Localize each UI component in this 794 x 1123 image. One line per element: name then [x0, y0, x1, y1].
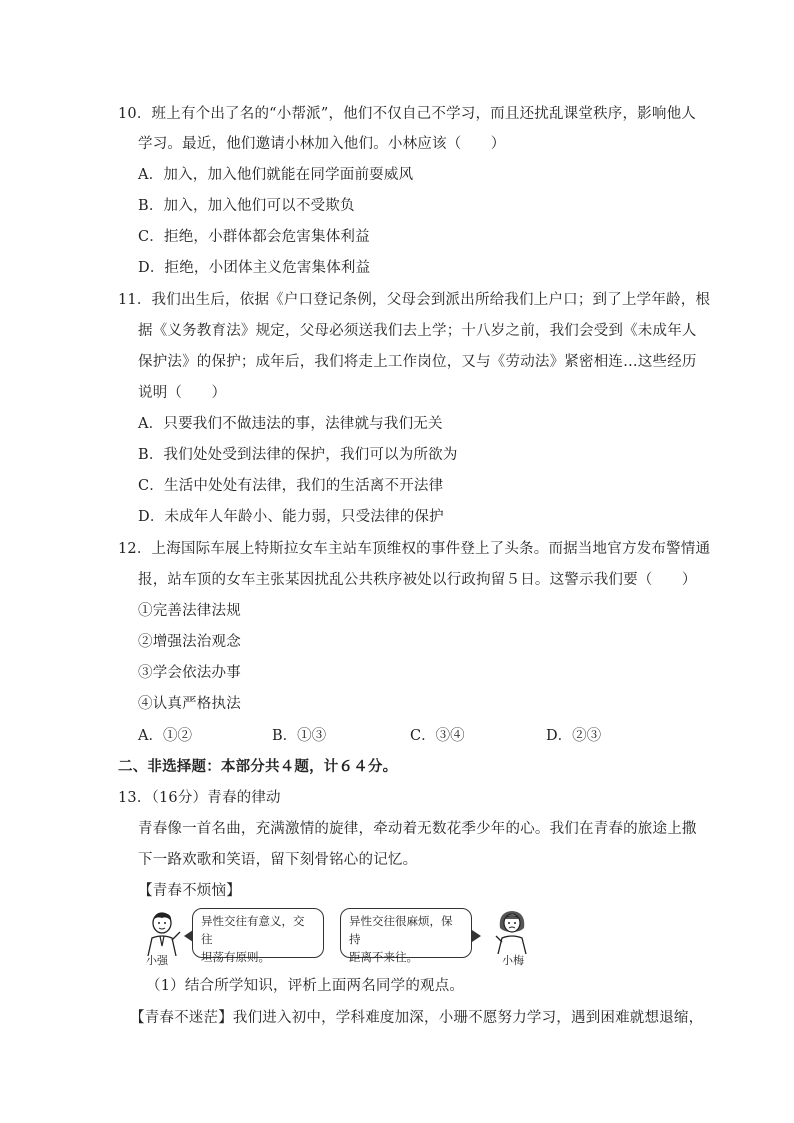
- q13-question1: （1）结合所学知识，评析上面两名同学的观点。: [146, 978, 465, 994]
- q10-option-a: A．加入，加入他们就能在同学面前耍威风: [138, 167, 414, 183]
- right-bubble-tail: [472, 930, 481, 942]
- speech-bubble-right-line2: 距离不来往。: [349, 950, 418, 964]
- q10-option-b: B．加入，加入他们可以不受欺负: [138, 198, 355, 214]
- q13-sub1-heading: 【青春不烦恼】: [138, 883, 241, 899]
- q12-option-c: C．③④: [410, 728, 465, 744]
- speech-bubble-left-line1: 异性交往有意义，交往: [201, 914, 305, 946]
- q10-stem-line2: 学习。最近，他们邀请小林加入他们。小林应该（ ）: [138, 136, 506, 152]
- q11-option-d: D．未成年人年龄小、能力弱，只受法律的保护: [138, 509, 444, 525]
- q12-stem-line1: 12．上海国际车展上特斯拉女车主站车顶维权的事件登上了头条。而据当地官方发布警情通: [118, 541, 711, 557]
- girl-figure-icon: [490, 908, 534, 954]
- q12-option-b: B．①③: [272, 728, 327, 744]
- q12-stem-line2: 报，站车顶的女车主张某因扰乱公共秩序被处以行政拘留５日。这警示我们要（ ）: [138, 572, 697, 588]
- speech-bubble-left-line2: 坦荡有原则。: [201, 950, 270, 964]
- q13-intro-line1: 青春像一首名曲，充满激情的旋律，牵动着无数花季少年的心。我们在青春的旅途上撒: [138, 821, 697, 837]
- q10-option-d: D．拒绝，小团体主义危害集体利益: [138, 260, 371, 276]
- q11-option-c: C．生活中处处有法律，我们的生活离不开法律: [138, 478, 444, 494]
- q10-stem-line1: 10．班上有个出了名的“小帮派”，他们不仅自己不学习，而且还扰乱课堂秩序，影响他人: [118, 106, 696, 122]
- speech-bubble-right: [340, 908, 472, 964]
- q11-option-b: B．我们处处受到法律的保护，我们可以为所欲为: [138, 447, 458, 463]
- q11-option-a: A．只要我们不做违法的事，法律就与我们无关: [138, 416, 443, 432]
- q10-option-c: C．拒绝，小群体都会危害集体利益: [138, 229, 370, 245]
- q13-title: 13．（16分）青春的律动: [118, 790, 281, 806]
- q11-stem-line4: 说明（ ）: [138, 385, 227, 401]
- q12-item-4: ④认真严格执法: [138, 696, 241, 712]
- girl-name-label: 小梅: [502, 954, 524, 967]
- boy-figure-icon: [140, 910, 184, 956]
- speech-bubble-left: [192, 908, 324, 964]
- q11-stem-line3: 保护法》的保护；成年后，我们将走上工作岗位，又与《劳动法》紧密相连…这些经历: [138, 354, 697, 370]
- q11-stem-line2: 据《义务教育法》规定，父母必须送我们去上学；十八岁之前，我们会受到《未成年人: [138, 323, 697, 339]
- q12-item-3: ③学会依法办事: [138, 665, 241, 681]
- q12-item-1: ①完善法律法规: [138, 603, 241, 619]
- section2-heading: 二、非选择题：本部分共４题，计６４分。: [118, 758, 398, 775]
- boy-name-label: 小强: [146, 954, 168, 967]
- q12-option-a: A．①②: [138, 728, 192, 744]
- q13-sub2-line: 【青春不迷茫】我们进入初中，学科难度加深，小珊不愿努力学习，遇到困难就想退缩，: [130, 1010, 704, 1026]
- q12-option-d: D．②③: [546, 728, 602, 744]
- q13-intro-line2: 下一路欢歌和笑语，留下刻骨铭心的记忆。: [138, 852, 418, 868]
- q11-stem-line1: 11．我们出生后，依据《户口登记条例，父母会到派出所给我们上户口；到了上学年龄，根: [118, 292, 711, 308]
- q12-options-row: [138, 726, 698, 746]
- speech-bubble-right-line1: 异性交往很麻烦，保持: [349, 914, 453, 946]
- q12-item-2: ②增强法治观念: [138, 634, 241, 650]
- dialogue-illustration: [140, 908, 540, 968]
